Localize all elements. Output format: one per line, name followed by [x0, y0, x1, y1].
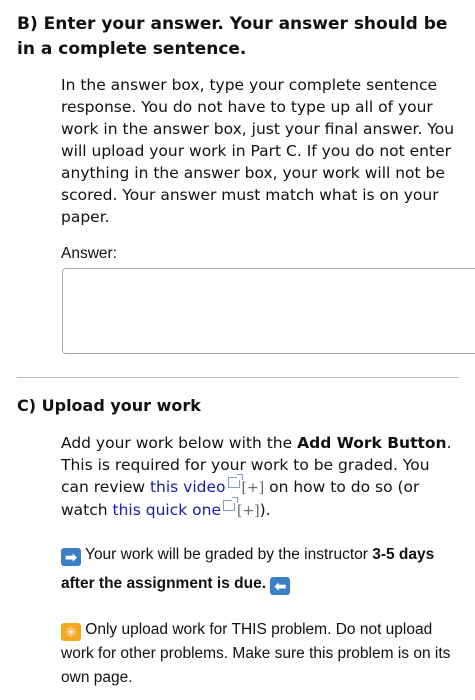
grading-note [61, 540, 461, 598]
answer-label: Answer: [61, 245, 117, 262]
arrow-right-icon: ➡ [61, 548, 81, 566]
upload-intro-text: Add your work below with the [61, 434, 298, 452]
upload-instructions [61, 432, 461, 522]
section-b-title: B) Enter your answer. Your answer should be in a complete sentence. [17, 14, 448, 59]
external-link-icon [223, 500, 235, 511]
upload-end-text: ). [259, 501, 271, 519]
video-link[interactable]: this video [149, 478, 226, 496]
upload-mid2-text: on how to do so (or watch [61, 478, 420, 519]
expand-quick-video-button[interactable]: [+] [236, 503, 260, 519]
arrow-left-icon: ⬅ [270, 577, 290, 595]
add-work-button-name: Add Work Button [297, 434, 447, 452]
quick-video-link[interactable]: this quick one [112, 501, 221, 519]
grading-note-bold: 3-5 days after the assignment is due. [61, 546, 435, 592]
section-c-title: C) Upload your work [17, 396, 201, 415]
star-icon: ✳ [61, 623, 81, 641]
answer-input[interactable] [62, 268, 475, 354]
upload-mid-text: . This is required for your work to be graded. You can review [61, 434, 452, 496]
section-divider [17, 377, 459, 378]
grading-note-text: Your work will be graded by the instructor [81, 546, 373, 563]
warning-note-text: Only upload work for THIS problem. Do not upload work for other problems. Make sure this problem is on its own page. [61, 621, 451, 686]
answer-instructions: In the answer box, type your complete sentence response. You do not have to type up all of your work in the answer box, just your final answer. You will upload your work in Part C. If you do not enter anything in the answer box, your work will not be scored. Your answer must match what is on your paper. [61, 76, 455, 226]
external-link-icon [228, 477, 240, 488]
expand-video-button[interactable]: [+] [241, 480, 265, 496]
warning-note [61, 618, 461, 690]
